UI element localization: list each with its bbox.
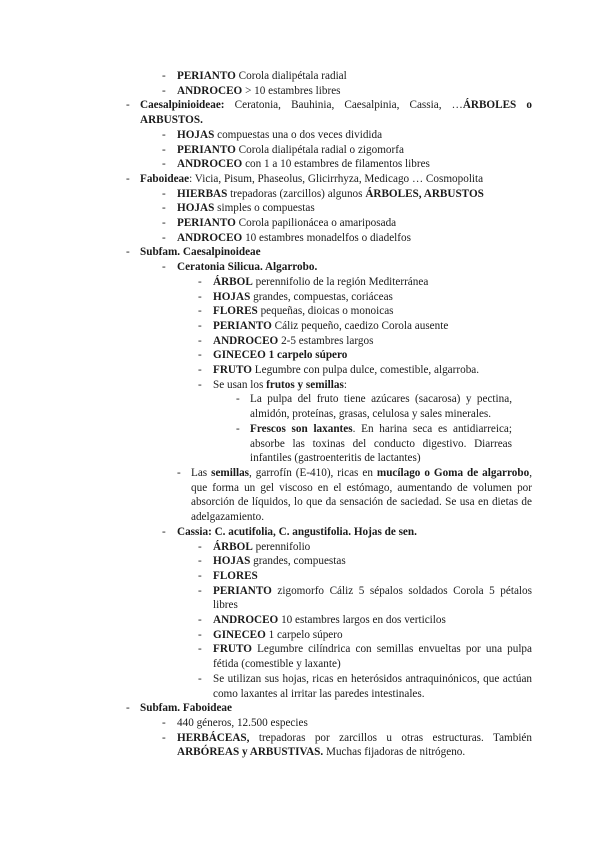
text-segment: 440 géneros, 12.500 especies	[177, 716, 308, 729]
text-segment: > 10 estambres libres	[242, 84, 341, 97]
text-segment-bold: ÁRBOL	[213, 540, 253, 553]
list-item-text	[177, 217, 396, 229]
list-item	[0, 540, 600, 555]
list-item	[0, 554, 600, 569]
text-segment-bold: Cassia: C. acutifolia, C. angustifolia. Hojas de sen.	[177, 525, 417, 538]
text-segment: Ceratonia, Bauhinia, Caesalpinia, Cassia, …	[224, 99, 463, 112]
list-item	[0, 348, 600, 363]
list-item-text	[140, 173, 483, 185]
text-segment: Legumbre con pulpa dulce, comestible, algarroba.	[251, 364, 480, 377]
list-item	[0, 143, 600, 158]
bullet-dash: -	[162, 128, 166, 141]
text-segment: pequeñas, dioicas o monoicas	[257, 305, 394, 318]
bullet-dash: -	[162, 158, 166, 171]
text-segment: simples o compuestas	[214, 202, 315, 215]
text-segment-bold: ÁRBOLES, ARBUSTOS	[365, 187, 484, 200]
list-item	[0, 628, 600, 643]
list-item	[0, 187, 600, 202]
list-item-text	[177, 188, 484, 200]
list-item-text	[177, 158, 430, 170]
bullet-dash: -	[198, 334, 202, 347]
list-item	[0, 466, 600, 525]
text-segment: perennifolio de la región Mediterránea	[252, 275, 429, 288]
text-segment: Corola dialipétala radial	[235, 70, 347, 82]
text-segment-bold: HIERBAS	[177, 187, 228, 200]
text-segment: , garrofín (E-410), ricas en	[249, 466, 377, 479]
bullet-dash: -	[162, 731, 166, 744]
list-item-text	[213, 276, 428, 288]
text-segment-bold: ÁRBOL	[213, 275, 253, 288]
text-segment-bold: mucílago o Goma de algarrobo	[376, 466, 530, 479]
bullet-dash: -	[198, 569, 202, 582]
bullet-dash: -	[162, 202, 166, 215]
text-segment-bold: ANDROCEO	[213, 334, 279, 347]
list-item-text	[213, 379, 347, 391]
text-segment-bold: Subfam. Caesalpinoideae	[140, 246, 261, 259]
text-segment: Las	[191, 466, 212, 479]
list-item	[0, 69, 600, 84]
bullet-dash: -	[198, 555, 202, 568]
text-segment-bold: Subfam. Faboideae	[140, 702, 232, 715]
list-item	[0, 363, 600, 378]
list-item-text	[177, 717, 308, 729]
list-item-text	[213, 585, 532, 612]
list-item-text	[213, 614, 446, 626]
text-segment-bold: ANDROCEO	[177, 84, 243, 97]
bullet-dash: -	[236, 393, 240, 406]
text-segment-bold: ANDROCEO	[177, 231, 243, 244]
bullet-dash: -	[198, 349, 202, 362]
list-item-text	[213, 349, 347, 361]
text-segment: con 1 a 10 estambres de filamentos libres	[242, 158, 430, 171]
text-segment: . En harina seca es antidiarreica; absorbe las toxinas del conducto digestivo. Diarreas infantiles (gastroenteritis de lactantes)	[250, 422, 512, 465]
text-segment-bold: ANDROCEO	[177, 158, 243, 171]
text-segment-bold: HERBÁCEAS,	[177, 731, 250, 744]
list-item	[0, 98, 600, 127]
list-item	[0, 334, 600, 349]
text-segment-bold: GINECEO	[213, 628, 266, 641]
text-segment-bold: GINECEO 1 carpelo súpero	[213, 349, 348, 362]
bullet-dash: -	[162, 187, 166, 200]
bullet-dash: -	[198, 378, 202, 391]
text-segment: 10 estambres largos en dos verticilos	[278, 614, 446, 627]
list-item	[0, 260, 600, 275]
text-segment: La pulpa del fruto tiene azúcares (sacarosa) y pectina, almidón, proteínas, grasas, celulosa y sales minerales.	[250, 393, 512, 421]
list-item-text	[213, 629, 343, 641]
bullet-dash: -	[126, 172, 130, 185]
list-item-text	[177, 85, 341, 97]
list-item-text	[177, 261, 317, 273]
list-item	[0, 422, 600, 466]
bullet-dash: -	[162, 70, 166, 82]
text-segment-bold: Faboideae	[140, 172, 190, 185]
text-segment-bold: HOJAS	[213, 555, 251, 568]
list-item	[0, 525, 600, 540]
text-segment-bold: Frescos son laxantes	[250, 422, 353, 435]
list-item-text	[213, 305, 394, 317]
list-item-text	[213, 555, 346, 567]
bullet-dash: -	[198, 305, 202, 318]
list-item-text	[177, 202, 315, 214]
list-item-text	[213, 364, 479, 376]
list-item-text	[250, 393, 512, 420]
text-segment-bold: PERIANTO	[213, 584, 272, 597]
text-segment: Corola papilionácea o amariposada	[235, 217, 397, 230]
text-segment-bold: frutos y semillas	[266, 378, 344, 391]
list-item	[0, 216, 600, 231]
text-segment-bold: PERIANTO	[177, 143, 236, 156]
list-item	[0, 319, 600, 334]
bullet-dash: -	[126, 246, 130, 259]
text-segment: Cáliz pequeño, caedizo Corola ausente	[271, 319, 449, 332]
text-segment-bold: PERIANTO	[177, 70, 236, 82]
bullet-dash: -	[236, 422, 240, 435]
list-item-text	[213, 673, 532, 700]
text-segment-bold: PERIANTO	[177, 217, 236, 230]
text-segment-bold: ÁRBOLES o ARBUSTOS.	[140, 99, 532, 127]
list-item	[0, 128, 600, 143]
text-segment: zigomorfo Cáliz 5 sépalos soldados Corola 5 pétalos libres	[213, 584, 532, 612]
list-item	[0, 716, 600, 731]
text-segment: trepadoras por zarcillos u otras estructuras. También	[249, 731, 532, 744]
text-segment-bold: FRUTO	[213, 643, 252, 656]
text-segment-bold: HOJAS	[177, 202, 215, 215]
list-item	[0, 378, 600, 393]
bullet-dash: -	[162, 525, 166, 538]
text-segment-bold: HOJAS	[177, 128, 215, 141]
bullet-dash: -	[177, 466, 181, 479]
list-item	[0, 731, 600, 760]
list-item	[0, 672, 600, 701]
text-segment-bold: Caesalpinioideae:	[140, 99, 225, 112]
bullet-dash: -	[162, 261, 166, 274]
bullet-dash: -	[198, 643, 202, 656]
text-segment-bold: ARBÓREAS y ARBUSTIVAS.	[177, 746, 324, 759]
list-item	[0, 304, 600, 319]
list-item-text	[213, 643, 532, 670]
text-segment-bold: ANDROCEO	[213, 614, 279, 627]
list-item	[0, 642, 600, 671]
text-segment-bold: Ceratonia Silicua. Algarrobo.	[177, 261, 318, 274]
bullet-dash: -	[198, 628, 202, 641]
text-segment: Muchas fijadoras de nitrógeno.	[323, 746, 466, 759]
list-item	[0, 201, 600, 216]
list-item	[0, 613, 600, 628]
list-item-text	[213, 320, 448, 332]
list-item	[0, 84, 600, 99]
list-item	[0, 392, 600, 421]
list-item-text	[140, 246, 261, 258]
list-item-text	[213, 541, 310, 553]
bullet-dash: -	[162, 143, 166, 156]
bullet-dash: -	[198, 275, 202, 288]
list-item	[0, 157, 600, 172]
list-item	[0, 275, 600, 290]
bullet-dash: -	[162, 231, 166, 244]
list-item	[0, 245, 600, 260]
text-segment-bold: semillas	[211, 466, 250, 479]
list-item	[0, 584, 600, 613]
list-item-text	[213, 570, 258, 582]
text-segment: Corola dialipétala radial o zigomorfa	[235, 143, 404, 156]
text-segment-bold: FLORES	[213, 305, 258, 318]
bullet-dash: -	[162, 716, 166, 729]
list-item-text	[250, 423, 512, 464]
text-segment: compuestas una o dos veces dividida	[214, 128, 383, 141]
bullet-dash: -	[198, 672, 202, 685]
bullet-dash: -	[198, 614, 202, 627]
text-segment: , que forma un gel viscoso en el estómago, aumentando de volumen por absorción de líquidos, lo que da sensación de saciedad. Se usa en dietas de adelgazamiento.	[191, 466, 532, 524]
text-segment: 2-5 estambres largos	[278, 334, 374, 347]
list-item-text	[177, 526, 417, 538]
bullet-dash: -	[126, 99, 130, 112]
list-item	[0, 172, 600, 187]
text-segment: Se utilizan sus hojas, ricas en heterósidos antraquinónicos, que actúan como laxantes al irritar las paredes intestinales.	[213, 672, 532, 700]
list-item	[0, 569, 600, 584]
text-segment-bold: HOJAS	[213, 290, 251, 303]
text-segment: Se usan los	[213, 378, 267, 391]
list-item	[0, 290, 600, 305]
list-item-text	[177, 70, 347, 82]
text-segment: grandes, compuestas	[250, 555, 346, 568]
list-item-text	[140, 99, 532, 126]
text-segment: trepadoras (zarcillos) algunos	[227, 187, 366, 200]
bullet-dash: -	[198, 364, 202, 377]
text-segment: 1 carpelo súpero	[265, 628, 343, 641]
list-item-text	[191, 467, 532, 523]
bullet-dash: -	[198, 319, 202, 332]
bullet-dash: -	[198, 290, 202, 303]
bullet-dash: -	[198, 540, 202, 553]
list-item	[0, 231, 600, 246]
text-segment-bold: FRUTO	[213, 364, 252, 377]
text-segment-bold: PERIANTO	[213, 319, 272, 332]
list-item-text	[213, 335, 373, 347]
list-item-text	[177, 232, 411, 244]
bullet-dash: -	[126, 702, 130, 715]
text-segment: :	[343, 378, 347, 391]
bullet-dash: -	[198, 584, 202, 597]
text-segment: 10 estambres monadelfos o diadelfos	[242, 231, 411, 244]
list-item-text	[177, 129, 382, 141]
list-item-text	[177, 144, 404, 156]
text-segment: perennifolio	[252, 540, 311, 553]
text-segment: Legumbre cilíndrica con semillas envueltas por una pulpa fétida (comestible y laxante)	[213, 643, 532, 671]
bullet-dash: -	[162, 217, 166, 230]
list-item-text	[177, 732, 532, 759]
list-item-text	[213, 291, 393, 303]
bullet-dash: -	[162, 84, 166, 97]
text-segment: grandes, compuestas, coriáceas	[250, 290, 393, 303]
text-segment: : Vicia, Pisum, Phaseolus, Glicirrhyza, Medicago … Cosmopolita	[189, 172, 484, 185]
text-segment-bold: FLORES	[213, 569, 258, 582]
list-item	[0, 701, 600, 716]
list-item-text	[140, 702, 232, 714]
